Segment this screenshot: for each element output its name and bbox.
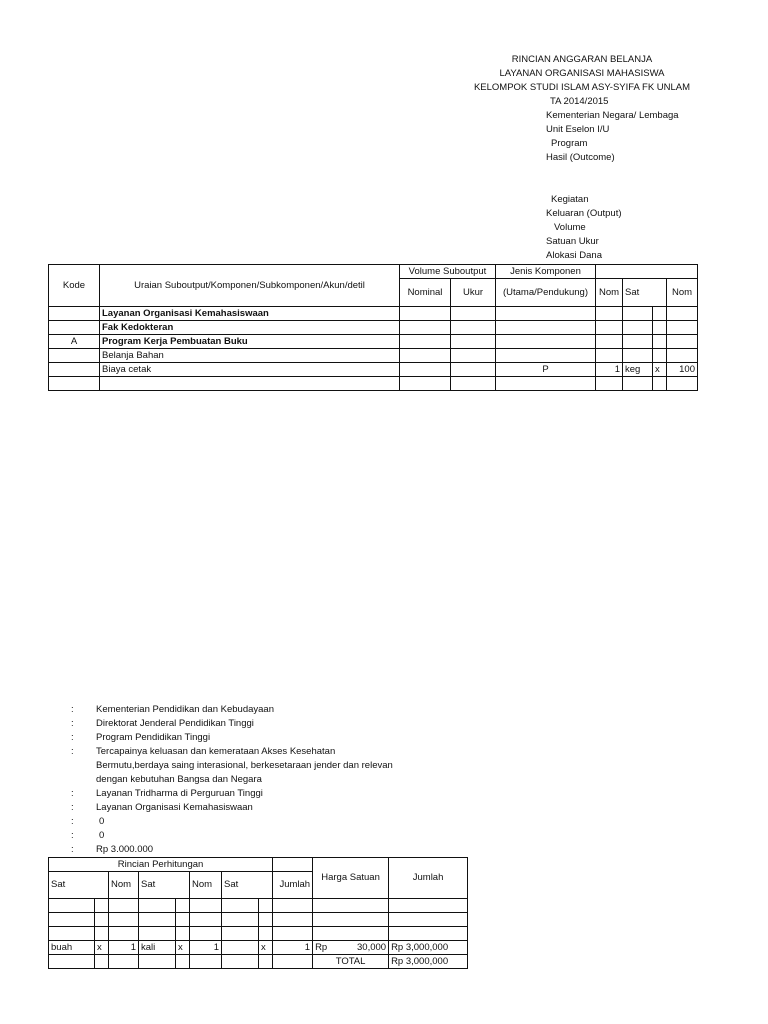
- colon: :: [71, 704, 74, 715]
- row-uraian: Fak Kedokteran: [100, 321, 400, 335]
- field-satuan-ukur-label: Satuan Ukur: [546, 236, 599, 247]
- header-harga-satuan: Harga Satuan: [313, 858, 389, 899]
- header-sat-2: Sat: [139, 872, 190, 899]
- table-row: [49, 941, 468, 955]
- field-keluaran-label: Keluaran (Output): [546, 208, 622, 219]
- row-uraian: Layanan Organisasi Kemahasiswaan: [100, 307, 400, 321]
- field-kementerian-label: Kementerian Negara/ Lembaga: [546, 110, 679, 121]
- header-jenis-komponen: Jenis Komponen: [496, 265, 596, 279]
- header-sat-3: Sat: [222, 872, 273, 899]
- cell-harga: 30,000: [357, 941, 387, 953]
- value-kegiatan: Layanan Tridharma di Perguruan Tinggi: [96, 788, 263, 799]
- total-value: Rp 3,000,000: [389, 955, 468, 969]
- row-sat: keg: [623, 363, 653, 377]
- colon: :: [71, 718, 74, 729]
- main-budget-table: [48, 264, 698, 391]
- row-kode: [49, 321, 100, 335]
- cell-x-2: x: [176, 941, 190, 955]
- rincian-title: Rincian Perhitungan: [49, 858, 273, 872]
- row-jenis: P: [496, 363, 596, 377]
- title-line-2: LAYANAN ORGANISASI MAHASISWA: [499, 68, 665, 79]
- cell-nom-2: 1: [190, 941, 222, 955]
- cell-x-3: x: [259, 941, 273, 955]
- table-row: [49, 913, 468, 927]
- header-sat-1: Sat: [49, 872, 109, 899]
- cell-x-1: x: [95, 941, 109, 955]
- value-unit-eselon: Direktorat Jenderal Pendidikan Tinggi: [96, 718, 254, 729]
- row-nom-2: 100: [667, 363, 698, 377]
- value-volume: 0: [99, 816, 105, 827]
- total-label: TOTAL: [313, 955, 389, 969]
- header-nom-2: Nom: [190, 872, 222, 899]
- colon: :: [71, 732, 74, 743]
- table-row: [49, 335, 698, 349]
- table-row-total: [49, 955, 468, 969]
- row-kode: [49, 307, 100, 321]
- title-line-4: TA 2014/2015: [550, 96, 609, 107]
- table-row: [49, 321, 698, 335]
- colon: :: [71, 830, 74, 841]
- header-jumlah-total: Jumlah: [389, 858, 468, 899]
- header-jumlah: Jumlah: [273, 872, 313, 899]
- header-ukur: Ukur: [451, 279, 496, 307]
- field-kegiatan-label: Kegiatan: [551, 194, 589, 205]
- colon: :: [71, 788, 74, 799]
- row-kode: A: [49, 335, 100, 349]
- cell-sat-1: buah: [49, 941, 95, 955]
- row-uraian: Biaya cetak: [100, 363, 400, 377]
- table-row: [49, 307, 698, 321]
- colon: :: [71, 816, 74, 827]
- value-satuan-ukur: 0: [99, 830, 105, 841]
- header-nominal: Nominal: [400, 279, 451, 307]
- cell-jumlah: 1: [273, 941, 313, 955]
- header-volume-suboutput: Volume Suboutput: [400, 265, 496, 279]
- title-line-1: RINCIAN ANGGARAN BELANJA: [511, 54, 653, 65]
- table-row: [49, 899, 468, 913]
- field-program-label: Program: [551, 138, 588, 149]
- title-line-3: KELOMPOK STUDI ISLAM ASY-SYIFA FK UNLAM: [473, 82, 691, 93]
- colon: :: [71, 844, 74, 855]
- field-alokasi-dana-label: Alokasi Dana: [546, 250, 602, 261]
- cell-total-jumlah: Rp 3,000,000: [389, 941, 468, 955]
- cell-nom-1: 1: [109, 941, 139, 955]
- field-outcome-label: Hasil (Outcome): [546, 152, 615, 163]
- cell-harga-satuan: [313, 941, 389, 955]
- table-row: [49, 377, 698, 391]
- header-nom: Nom: [596, 279, 623, 307]
- row-kode: [49, 363, 100, 377]
- value-outcome-line-1: Tercapainya keluasan dan kemerataan Akses Kesehatan: [96, 746, 336, 757]
- colon: :: [71, 746, 74, 757]
- value-outcome-line-3: dengan kebutuhan Bangsa dan Negara: [96, 774, 262, 785]
- row-nom: 1: [596, 363, 623, 377]
- value-keluaran: Layanan Organisasi Kemahasiswaan: [96, 802, 253, 813]
- cell-rp: Rp: [315, 941, 328, 953]
- value-alokasi-dana: Rp 3.000.000: [96, 844, 154, 855]
- header-nom-2: Nom: [667, 279, 698, 307]
- row-uraian: Belanja Bahan: [100, 349, 400, 363]
- cell-sat-2: kali: [139, 941, 176, 955]
- header-uraian: Uraian Suboutput/Komponen/Subkomponen/Akun/detil: [100, 265, 400, 307]
- header-sat: Sat: [623, 279, 667, 307]
- row-x: x: [653, 363, 667, 377]
- header-nom-1: Nom: [109, 872, 139, 899]
- table-row: [49, 349, 698, 363]
- value-outcome-line-2: Bermutu,berdaya saing interasional, berkesetaraan jender dan relevan: [96, 760, 393, 771]
- header-kode: Kode: [49, 265, 100, 307]
- header-utama-pendukung: (Utama/Pendukung): [496, 279, 596, 307]
- row-kode: [49, 349, 100, 363]
- field-unit-eselon-label: Unit Eselon I/U: [546, 124, 610, 135]
- field-volume-label: Volume: [554, 222, 586, 233]
- value-program: Program Pendidikan Tinggi: [96, 732, 211, 743]
- table-row: [49, 927, 468, 941]
- value-kementerian: Kementerian Pendidikan dan Kebudayaan: [96, 704, 274, 715]
- row-uraian: Program Kerja Pembuatan Buku: [100, 335, 400, 349]
- colon: :: [71, 802, 74, 813]
- rincian-table: [48, 857, 468, 969]
- table-row: [49, 363, 698, 377]
- header-empty: [596, 265, 698, 279]
